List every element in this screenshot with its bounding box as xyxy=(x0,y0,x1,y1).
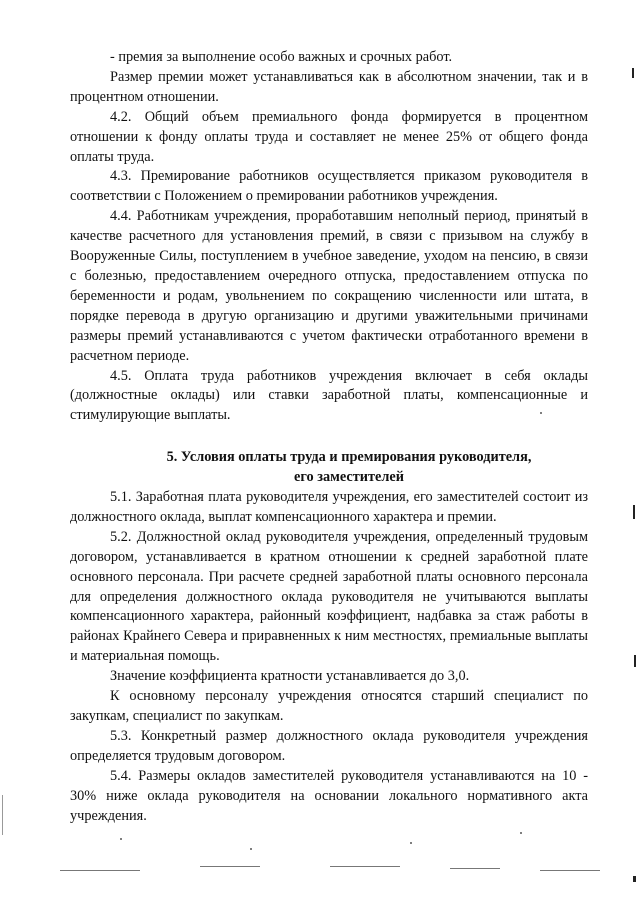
scan-edge-mark xyxy=(2,795,3,835)
scan-speck xyxy=(410,842,412,844)
paragraph-4-5: 4.5. Оплата труда работников учреждения включает в себя оклады (должностные оклады) или ставки заработной платы, компенсационные и стимулирующие выплаты. xyxy=(70,367,588,424)
paragraph-5-2: 5.2. Должностной оклад руководителя учреждения, определенный трудовым договором, устанавливается в кратном отношении к средней заработной плате основного персонала. При расчете средней заработной платы основного персонала для определения должностного оклада руководителя не учитываются выплаты компенсационного характера, районный коэффициент, надбавка за стаж работы в районах Крайнего Севера и приравненных к ним местностях, премиальные выплаты и материальная помощь. xyxy=(70,528,588,665)
scan-bottom-line xyxy=(330,866,400,867)
scan-edge-mark xyxy=(633,505,635,519)
paragraph-bonus-urgent-work: - премия за выполнение особо важных и срочных работ. xyxy=(110,49,453,65)
paragraph-4-4: 4.4. Работникам учреждения, проработавшим неполный период, принятый в качестве расчетного для установления премий, в связи с призывом на службу в Вооруженные Силы, поступлением в учебное заведение, уходом на пенсию, в связи с болезнью, предоставлением очередного отпуска, предоставлением отпуска по беременности и родам, увольнением по сокращению численности или штата, в порядке перевода в другую организацию и другими уважительными причинами размеры премий устанавливаются с учетом фактически отработанного времени в расчетном периоде. xyxy=(70,208,588,364)
paragraph-bonus-amount: Размер премии может устанавливаться как в абсолютном значении, так и в процентном отношении. xyxy=(70,68,588,105)
scan-speck xyxy=(520,832,522,834)
scan-bottom-line xyxy=(60,870,140,871)
document-body xyxy=(70,48,588,826)
paragraph-4-2: 4.2. Общий объем премиального фонда формируется в процентном отношении к фонду оплаты труда и составляет не менее 25% от общего фонда оплаты труда. xyxy=(70,108,588,165)
section-5-heading: 5. Условия оплаты труда и премирования руководителя, xyxy=(166,449,532,466)
scan-edge-mark xyxy=(633,876,636,882)
scan-bottom-line xyxy=(540,870,600,871)
paragraph-4-3: 4.3. Премирование работников осуществляется приказом руководителя в соответствии с Положением о премировании работников учреждения. xyxy=(70,168,588,205)
paragraph-multiplier: Значение коэффициента кратности устанавливается до 3,0. xyxy=(110,668,470,685)
paragraph-5-1: 5.1. Заработная плата руководителя учреждения, его заместителей состоит из должностного оклада, выплат компенсационного характера и премии. xyxy=(70,489,588,525)
scan-speck xyxy=(540,412,542,414)
scan-edge-mark xyxy=(632,68,634,78)
scan-edge-mark xyxy=(634,655,636,667)
scan-bottom-line xyxy=(450,868,500,869)
scan-speck xyxy=(250,848,252,850)
paragraph-main-staff: К основному персоналу учреждения относятся старший специалист по закупкам, специалист по закупкам. xyxy=(70,688,588,724)
scan-speck xyxy=(120,838,122,840)
scan-bottom-line xyxy=(200,866,260,867)
section-spacer xyxy=(70,426,588,448)
paragraph-5-3: 5.3. Конкретный размер должностного оклада руководителя учреждения определяется трудовым договором. xyxy=(70,727,588,764)
section-5-heading-continuation: его заместителей xyxy=(294,469,404,486)
paragraph-5-4: 5.4. Размеры окладов заместителей руководителя устанавливаются на 10 - 30% ниже оклада руководителя на основании локального нормативного акта учреждения. xyxy=(70,767,588,824)
